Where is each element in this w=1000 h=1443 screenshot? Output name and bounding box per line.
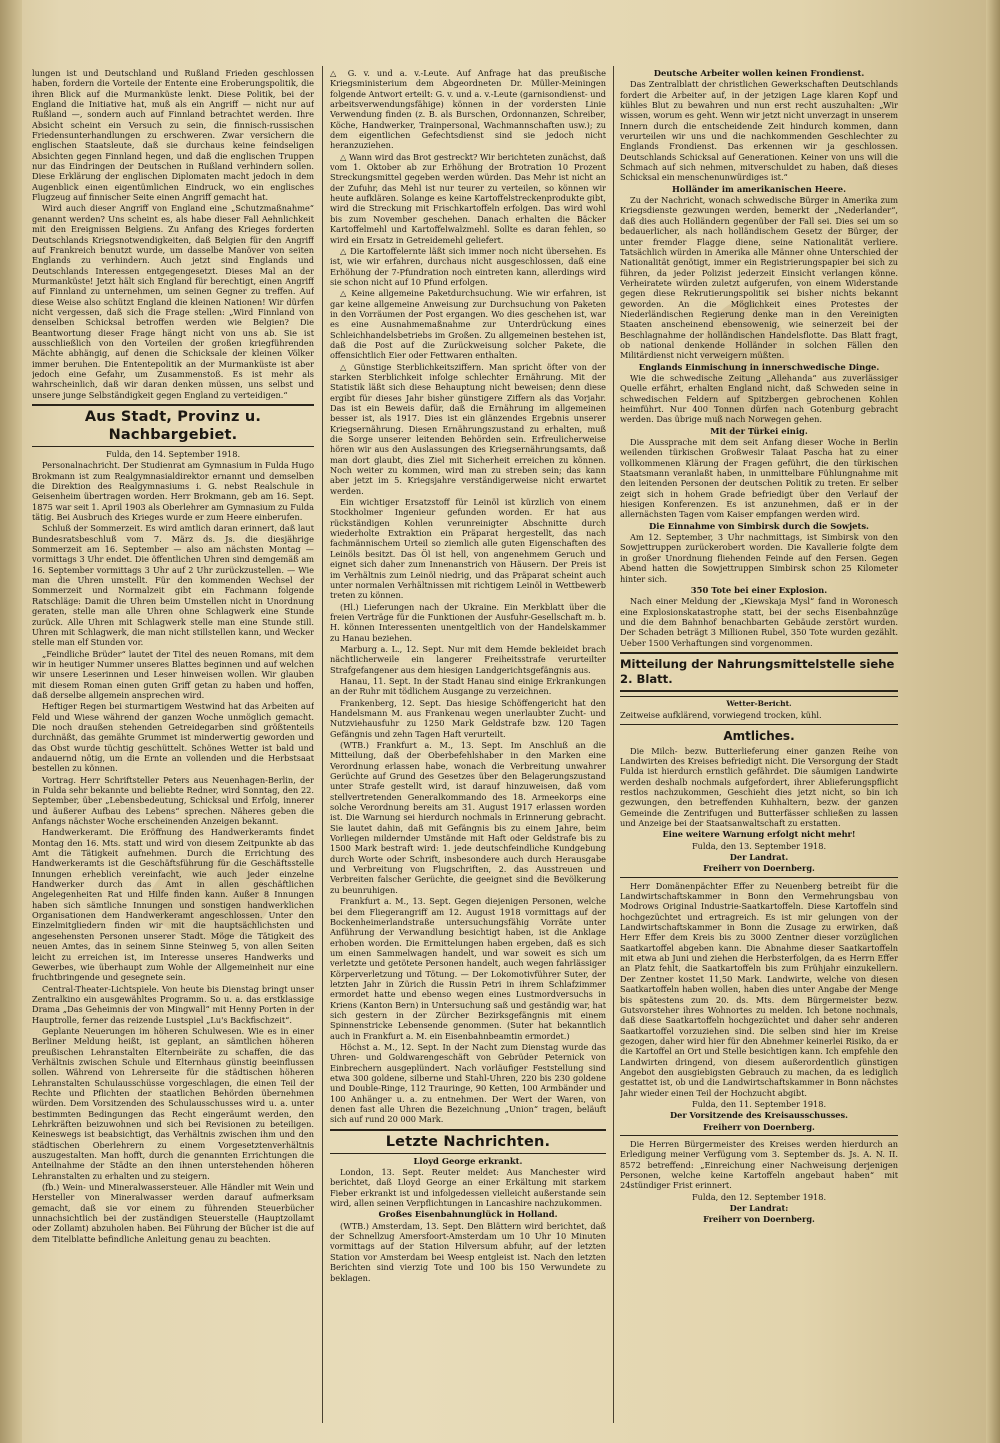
column-2: [330, 68, 606, 1425]
page-edge-left: [0, 0, 22, 1443]
latest-news-subheading: Lloyd George erkrankt.: [413, 1155, 523, 1166]
news-item: △ Günstige Sterblichkeitsziffern. Man spricht öfter von der starken Sterblichkeit infolge schlechter Ernährung. Mit der Statistik läßt sich diese Behauptung nicht beweisen; denn diese ergibt für dieses Jahr bisher günstigere Ziffern als das Vorjahr. Das ist ein Beweis dafür, daß die Ernährung im allgemeinen besser ist, als 1917. Dies ist ein glänzendes Ergebnis unserer Kriegsernährung. Diesen Ernährungszustand zu erhalten, muß die Sorge unserer leitenden Behörden sein. Erfreulicherweise hören wir aus den Auslassungen des Kriegsernährungsamts, daß man dort glaubt, dies Ziel mit Sicherheit erreichen zu können. Noch weiter zu kommen, wird man zu streben sein; das kann aber jetzt im 5. Kriegsjahre verständigerweise nicht erwartet werden.: [330, 361, 606, 496]
dateline: Fulda, den 12. September 1918.: [691, 1191, 827, 1202]
news-item: (fb.) Wein- und Mineralwassersteuer. Alle Händler mit Wein und Hersteller von Mineralwasser werden darauf aufmerksam gemacht, daß sie vor einem zu führenden Steuerbücher unnachsichtlich bei der zuständigen Steuerstelle (Hauptzollamt oder Zollamt) abzuholen haben. Bei Führung der Bücher ist die auf dem Titelblatte befindliche Anleitung genau zu beachten.: [32, 1182, 314, 1244]
news-item: △ Wann wird das Brot gestreckt? Wir berichteten zunächst, daß vom 1. Oktober ab zur Erhöhung der Brotration 10 Prozent Streckungsmittel gegeben werden würden. Das Mehr ist nicht an der Zufuhr, das Mehl ist nur teurer zu verteilen, so können wir heute aufklären. Solange es keine Kartoffelstreckenprodukte gibt, wird die Streckung mit Frischkartoffeln erfolgen. Das wird wohl bis zum November geschehen. Danach erhalten die Bäcker Kartoffelmehl und Kartoffelwalzmehl. Sollte es daran fehlen, so wird ein Ersatz in Getreidemehl geliefert.: [330, 151, 606, 245]
dateline: Fulda, den 11. September 1918.: [691, 1098, 827, 1109]
signature-role: Der Vorsitzende des Kreisausschusses.: [670, 1110, 848, 1121]
article-heading: Deutsche Arbeiter wollen keinen Frondienst.: [653, 68, 865, 78]
divider: [620, 877, 898, 878]
column-rule: [613, 66, 614, 1423]
news-item: Personalnachricht. Der Studienrat am Gymnasium in Fulda Hugo Brokmann ist zum Realgymnasialdirektor ernannt und demselben die Direktion des Realgymnasiums i. G. nebst Realschule in Geisenheim übertragen worden. Herr Brokmann, geb am 16. Sept. 1875 war seit 1. April 1903 als Oberlehrer am Gymnasium zu Fulda tätig. Bei Ausbruch des Krieges wurde er zum Heere einberufen.: [32, 460, 314, 523]
official-notice: Die Milch- bezw. Butterlieferung einer ganzen Reihe von Landwirten des Kreises befriedigt nicht. Die Versorgung der Stadt Fulda ist hierdurch ernstlich gefährdet. Die säumigen Landwirte werden deshalb nochmals aufgefordert, ihrer Ablieferungspflicht restlos nachzukommen, Geschieht dies jetzt nicht, so bin ich gezwungen, den betreffenden Kuhhaltern, bezw. der ganzen Gemeinde die Zentrifugen und Butterfässer schließen zu lassen und Anzeige bei der Staatsanwaltschaft zu erstatten.: [620, 745, 898, 828]
article-heading: 350 Tote bei einer Explosion.: [690, 584, 828, 595]
article-paragraph: Am 12. September, 3 Uhr nachmittags, ist Simbirsk von den Sowjettruppen zurückerobert worden. Die Kavallerie folgte dem in großer Unordnung fliehenden Feinde auf den Fersen. Gegen Abend hatten die Sowjettruppen Simbirsk schon 25 Kilometer hinter sich.: [620, 532, 898, 584]
dateline: Fulda, den 13. September 1918.: [691, 840, 827, 851]
column-1: [32, 68, 314, 1425]
dateline: Fulda, den 14. September 1918.: [105, 449, 241, 459]
column-3: [620, 68, 898, 1425]
section-heading: Aus Stadt, Provinz u. Nachbargebiet.: [32, 404, 314, 447]
news-item: Hanau, 11. Sept. In der Stadt Hanau sind einige Erkrankungen an der Ruhr mit tödlichem Ausgange zu verzeichnen.: [330, 675, 606, 697]
news-item: „Feindliche Brüder“ lautet der Titel des neuen Romans, mit dem wir in heutiger Nummer unseres Blattes beginnen und auf welchen wir unsere Leserinnen und Leser hinweisen wollen. Wir glauben mit diesem Roman einen guten Griff getan zu haben und hoffen, daß derselbe allgemein ansprechen wird.: [32, 648, 314, 700]
news-item: Höchst a. M., 12. Sept. In der Nacht zum Dienstag wurde das Uhren- und Goldwarengeschäft von Gebrüder Peternick von Einbrechern ausgeplündert. Nach vorläufiger Feststellung sind etwa 300 goldene, silberne und Stahl-Uhren, 220 bis 230 goldene und Double-Ringe, 112 Trauringe, 90 Ketten, 100 Armbänder und 100 Anhänger u. a. zu entnehmen. Der Wert der Waren, von denen fast alle Uhren die Bezeichnung „Union“ tragen, beläuft sich auf rund 20 000 Mark.: [330, 1041, 606, 1125]
notice-box: Mitteilung der Nahrungsmittelstelle siehe 2. Blatt.: [620, 652, 898, 692]
news-item: (Hl.) Lieferungen nach der Ukraine. Ein Merkblatt über die freien Verträge für die Funktionen der Ausfuhr-Gesellschaft m. b. H. können Interessenten unentgeltlich von der Handelskammer zu Hanau beziehen.: [330, 601, 606, 643]
article-heading: Die Einnahme von Simbirsk durch die Sowjets.: [649, 520, 869, 531]
official-heading: Amtliches.: [723, 728, 795, 743]
divider: [620, 1135, 898, 1136]
signature: Freiherr von Doernberg.: [703, 863, 815, 874]
news-item: △ G. v. und a. v.-Leute. Auf Anfrage hat das preußische Kriegsministerium dem Abgeordneten Dr. Müller-Meiningen folgende Antwort erteilt: G. v. und a. v.-Leute (garnisondienst- und arbeitsverwendungsfähige) können in der vordersten Linie Verwendung finden (z. B. als Burschen, Ordonnanzen, Schreiber, Köche, Handwerker, Trainpersonal, Wachmannschaften usw.); zu dem eigentlichen Gefechtsdienst sind sie jedoch nicht heranzuziehen.: [330, 68, 606, 151]
news-item: Ein wichtiger Ersatzstoff für Leinöl ist kürzlich von einem Stockholmer Ingenieur gefunden worden. Er hat aus rückständigen Kohlen verunreinigter Abschnitte durch wiederholte Extraktion ein Präparat hergestellt, das nach fachmännischem Urteil so ziemlich alle guten Eigenschaften des Leinöls besitzt. Das Öl ist hell, von angenehmem Geruch und eignet sich daher zum Innenanstrich von Häusern. Der Preis ist im Verhältnis zum Leinöl niedrig, und das Präparat scheint auch unter normalen Verhältnissen mit richtigem Leinöl in Wettbewerb treten zu können.: [330, 497, 606, 601]
article-paragraph: Die Aussprache mit dem seit Anfang dieser Woche in Berlin weilenden türkischen Großwesir Talaat Pascha hat zu einer vollkommenen Klärung der Fragen geführt, die den türkischen Staatsmann veranlaßt haben, in unmittelbare Fühlungnahme mit den leitenden Personen der deutschen Politik zu treten. Er selber zeigt sich in hohem Grade befriedigt über den Verlauf der hiesigen Konferenzen. Es ist anzunehmen, daß er in der allernächsten Tagen vom Kaiser empfangen werden wird.: [620, 437, 898, 520]
signature: Freiherr von Doernberg.: [703, 1214, 815, 1225]
article-paragraph: Zu der Nachricht, wonach schwedische Bürger in Amerika zum Kriegsdienste gezwungen werden, bemerkt der „Nederlander“, daß dies auch Holländern gegenüber der Fall sei. Dies sei um so bedauerlicher, als nach holländischem Gesetz der Bürger, der unter fremder Flagge diene, seine Nationalität verliere. Tatsächlich würden in Amerika alle Männer ohne Unterschied der Nationalität genötigt, immer ein Registrierungspapier bei sich zu führen, da jeder Polizist jederzeit Einsicht verlangen könne. Verheiratete würden zuletzt aufgerufen, von einem Widerstande gegen diese Rekrutierungspolitik sei bisher nichts bekannt geworden. An die Möglichkeit eines Protestes der Niederländischen Regierung denke man in den Vereinigten Staaten anscheinend ebensowenig, wie seinerzeit bei der Beschlagnahme der holländischen Handelsflotte. Das Blatt fragt, ob national denkende Holländer in solchen Fällen den Militärdienst nicht verweigern müßten.: [620, 195, 898, 361]
news-item: Frankenberg, 12. Sept. Das hiesige Schöffengericht hat den Handelsmann M. aus Frankenau wegen unerlaubter Zucht- und Nutzviehausfuhr zu 1250 Mark Geldstrafe bzw. 120 Tagen Gefängnis und zehn Tagen Haft verurteilt.: [330, 697, 606, 739]
page-edge-right: [986, 0, 1000, 1443]
divider: [620, 724, 898, 725]
news-item: Marburg a. L., 12. Sept. Nur mit dem Hemde bekleidet brach nächtlicherweile ein langerer Freiheitsstrafe verurteilter Strafgefangener aus dem hiesigen Landgerichtsgefängnis aus.: [330, 643, 606, 675]
news-item: Heftiger Regen bei sturmartigem Westwind hat das Arbeiten auf Feld und Wiese während der ganzen Woche unmöglich gemacht. Die noch draußen stehenden Getreidegarben sind größtenteils durchnäßt, das gemähte Grummet ist minderwertig geworden und das Obst wurde tüchtig geschüttelt. Schönes Wetter ist bald und andauernd nötig, um die Ernte an vollenden und die Herbstsaat bestellen zu können.: [32, 701, 314, 774]
article-paragraph: Das Zentralblatt der christlichen Gewerkschaften Deutschlands fordert die Arbeiter auf, in der jetzigen Lage klaren Kopf und kühles Blut zu bewahren und nun erst recht auszuhalten: „Wir wissen, worum es geht. Wenn wir jetzt nicht unverzagt in unserem Innern durch die entscheidende Zeit hindurch kommen, dann verurteilen wir uns und die nachkommenden Geschlechter zu Englands Frondienst. Das erkennen wir ja geschlossen. Deutschlands Schicksal auf Generationen. Keiner von uns will die Schmach auf sich nehmen, mitverschuldet zu haben, daß dieses Schicksal ein menschenunwürdiges ist.“: [620, 79, 898, 183]
news-item: Geplante Neuerungen im höheren Schulwesen. Wie es in einer Berliner Meldung heißt, ist geplant, an sämtlichen höheren preußischen Lehranstalten Elternbeiräte zu schaffen, die das Verhältnis zwischen Schule und Elternhaus günstig beeinflussen sollen. Während von Lehrerseite für die städtischen höheren Lehranstalten Schulausschüsse vorgeschlagen, die einen Teil der Rechte und Pflichten der staatlichen Behörden übernehmen würden. Dem Vorsitzenden des Schulausschusses wird u. a. unter bestimmten Bedingungen das Recht eingeräumt werden, den Lehrkräften beizuwohnen und sich bei Revisionen zu beteiligen. Keineswegs ist beabsichtigt, das Verhältnis zwischen ihm und den städtischen Oberlehrern zu einem Vorgesetztenverhältnis auszugestalten. Man hofft, durch die genannten Errichtungen die Anteilnahme der Städte an den ihnen unterstehenden höheren Lehranstalten zu erhalten und zu steigern.: [32, 1025, 314, 1181]
article-heading: Holländer im amerikanischen Heere.: [671, 183, 847, 194]
news-item: △ Keine allgemeine Paketdurchsuchung. Wie wir erfahren, ist gar keine allgemeine Anweisung zur Durchsuchung von Paketen in den Vorräumen der Post ergangen. Wo dies geschehen ist, war es eine Ausnahmemaßnahme zur Unterdrückung eines Schleichhandelsbetriebs im Großen. Zu allgemeinen bestehen ist, daß die Post auf die Zurückweisung solcher Pakete, die offensichtlich Eier oder Fettwaren enthalten.: [330, 288, 606, 361]
column-rule: [322, 66, 323, 1423]
article-paragraph: Wird auch dieser Angriff von England eine „Schutzmaßnahme“ genannt werden? Uns scheint es, als habe dieser Fall Aehnlichkeit mit den Ereignissen Belgiens. Zu Anfang des Krieges forderten Deutschlands Kriegsnotwendigkeiten, daß Belgien für den Angriff auf Frankreich benutzt wurde, um dasselbe Manöver von seiten Englands zu verhindern. Auch jetzt sind Englands und Deutschlands Interessen entgegengesetzt. Dieses Mal an der Murmanküste! Jetzt hält sich England für berechtigt, einen Angriff auf Finnland zu unternehmen, um seinen Gegner zu treffen. Auf diese Weise also schützt England die kleinen Nationen! Wir dürfen nicht vergessen, daß sich die Frage stellen: „Wird Finnland von denselben Schicksal betroffen werden wie Belgien? Die Beantwortung dieser Frage hängt nicht von uns ab. Sie ist ausschließlich von den Vorteilen der großen kriegführenden Mächte abhängig, auf denen die Schicksale der kleinen Völker immer beruhen. Die Ententepolitik an der Murmanküste ist aber jedoch eine Gefahr, um Zusammenstoß. Es ist mehr als wahrscheinlich, daß wir daran denken müssen, uns selbst und unsere junge Selbständigkeit gegen England zu verteidigen.“: [32, 203, 314, 400]
latest-news-subheading: Großes Eisenbahnunglück in Holland.: [378, 1209, 558, 1220]
latest-news-item: (WTB.) Amsterdam, 13. Sept. Den Blättern wird berichtet, daß der Schnellzug Amersfoort-Amsterdam um 10 Uhr 10 Minuten vormittags auf der Station Hilversum abfuhr, auf der letzten Station vor Amsterdam bei Weesp entgleist ist. Nach den letzten Berichten sind vierzig Tote und 100 bis 150 Verwundete zu beklagen.: [330, 1220, 606, 1283]
signature-role: Der Landrat.: [729, 852, 789, 863]
news-item: Handwerkeramt. Die Eröffnung des Handwerkeramts findet Montag den 16. Mts. statt und wird von diesem Zeitpunkte ab das Amt die Tätigkeit aufnehmen. Durch die Errichtung des Handwerkeramts ist die Geschäftsführung für die Geschäftsstelle Innungen erheblich vereinfacht, wie auch jeder einzelne Handwerker durch das Amt in allen geschäftlichen Angelegenheiten Rat und Hilfe finden kann. Außer 8 Innungen haben sich sämtliche Innungen und sonstigen handwerklichen Organisationen dem Handwerkeramt angeschlossen. Unter den Einzelmitgliedern finden wir mit die hauptsächlichsten und angesehensten Personen unserer Stadt. Möge die Tätigkeit des neuen Amtes, das in seinem Sinne Steinweg 5, von allen Seiten leicht zu erreichen ist, im Interesse unseres Handwerks und Gewerbes, wie überhaupt zum Wohle der Allgemeinheit nur eine fruchtbringende und gesegnete sein.: [32, 827, 314, 983]
news-item: △ Die Kartoffelernte läßt sich immer noch nicht übersehen. Es ist, wie wir erfahren, durchaus nicht ausgeschlossen, daß eine Erhöhung der 7-Pfundration noch eintreten kann, allerdings wird sie schon nicht auf 10 Pfund erfolgen.: [330, 245, 606, 287]
article-paragraph: Nach einer Meldung der „Kiewskaja Mysl“ fand in Woronesch eine Explosionskatastrophe statt, bei der sechs Eisenbahnzüge und die dem Bahnhof benachbarten Gebäude zerstört wurden. Der Schaden beträgt 3 Millionen Rubel, 350 Tote wurden gezählt. Ueber 1500 Verhaftungen sind vorgenommen.: [620, 596, 898, 648]
signature: Freiherr von Doernberg.: [703, 1121, 815, 1132]
official-warning: Eine weitere Warnung erfolgt nicht mehr!: [662, 829, 856, 840]
latest-news-heading: Letzte Nachrichten.: [330, 1129, 606, 1154]
news-item: Frankfurt a. M., 13. Sept. Gegen diejenigen Personen, welche bei dem Fliegerangriff am 12. August 1918 vormittags auf der Bockenheimerlandstraße untersuchungsfähig Vorräte unter Anführung der Verwandlung besichtigt haben, ist die Anklage erhoben worden. Die Ermittelungen haben ergeben, daß es sich um einen Sammelwagen handelt, und war soweit es sich um verletzte und getötete Personen handelt, auch wegen fahrlässiger Körperverletzung und Tötung. — Der Lokomotivführer Suter, der letzten Jahr in Zürich die Russin Petri in ihrem Schlafzimmer ermordet hatte und ebenso wegen eines Lustmordversuchs in Kriens (Kanton Bern) in Untersuchung saß und geständig war, hat sich gestern in der Zürcher Bezirksgefängnis mit einem Spinnenstricke Lebensende genommen. (Suter hat bekanntlich auch in Frankfurt a. M. ein Eisenbahnbeamtin ermordet.): [330, 896, 606, 1041]
news-item: Schluß der Sommerzeit. Es wird amtlich daran erinnert, daß laut Bundesratsbeschluß vom 7. März ds. Js. die diesjährige Sommerzeit am 16. September — also am nächsten Montag — vormittags 3 Uhr endet. Die öffentlichen Uhren sind demgemäß am 16. September vormittags 3 Uhr auf 2 Uhr zurückzustellen. — Wie man die Uhren umstellt. Für den kommenden Wechsel der Sommerzeit und Normalzeit gibt ein Fachmann folgende Ratschläge: Damit die Uhren beim Umstellen nicht in Unordnung geraten, stelle man alle Uhren ohne Schlagwerk eine Stunde zurück. Alle Uhren mit Schlagwerk stelle man eine Stunde still. Uhren mit Schlagwerk, die man nicht stillstellen kann, und Wecker stelle man elf Stunden vor.: [32, 523, 314, 648]
article-paragraph: lungen ist und Deutschland und Rußland Frieden geschlossen haben, fordern die Vorteile der Entente eine Eroberungspolitik, die ihren Blick auf die Murmanküste lenkt. Diese Politik, bei der England die Initiative hat, muß als ein Angriff — nicht nur auf Rußland —, sondern auch auf Finnland betrachtet werden. Ihre Absicht scheint ein Versuch zu sein, die finnisch-russischen Friedensunterhandlungen zu erschweren. Zwar versichern die englischen Staatsleute, daß sie durchaus keine feindseligen Absichten gegen Finnland hegen, und daß die englischen Truppen nur das Eindringen der Deutschen in Rußland verhindern sollen. Diese Erklärung der englischen Diplomaten macht jedoch in dem Augenblick einen eigentümlichen Eindruck, wo ein englisches Flugzeug auf finnischer Seite einen Angriff gemacht hat.: [32, 68, 314, 203]
news-item: (WTB.) Frankfurt a. M., 13. Sept. Im Anschluß an die Mitteilung, daß der Oberbefehlshaber in den Marken eine Verordnung erlassen habe, wonach die Verbreitung unwahrer Gerüchte auf Grund des Gesetzes über den Belagerungszustand unter Strafe gestellt wird, ist darauf hinzuweisen, daß vom stellvertretenden Generalkommando des 18. Armeekorps eine solche Verordnung bereits am 31. August 1917 erlassen worden ist. Die Warnung sei hierdurch nochmals in Erinnerung gebracht. Sie lautet dahin, daß mit Gefängnis bis zu einem Jahre, beim Vorliegen mildernder Umstände mit Haft oder Geldstrafe bis zu 1500 Mark bestraft wird: 1. jede deutschfeindliche Kundgebung durch Worte oder Schrift, insbesondere auch durch Herausgabe und Verbreitung von Flugschriften, 2. das Ausstreuen und Verbreiten falscher Gerüchte, die geeignet sind die Bevölkerung zu beunruhigen.: [330, 740, 606, 895]
article-heading: Englands Einmischung in innerschwedische Dinge.: [638, 361, 880, 372]
weather-heading: Wetter-Bericht.: [620, 696, 898, 709]
weather-text: Zeitweise aufklärend, vorwiegend trocken, kühl.: [620, 710, 822, 721]
official-notice: Die Herren Bürgermeister des Kreises werden hierdurch an Erledigung meiner Verfügung vom 3. September ds. Js. A. N. II. 8572 betreffend: „Einreichung einer Nachweisung derjenigen Personen, welche keine Kartoffeln angebaut haben“ mit 24stündiger Frist erinnert.: [620, 1138, 898, 1191]
signature-role: Der Landrat:: [729, 1203, 789, 1214]
official-notice: Herr Domänenpächter Effer zu Neuenberg betreibt für die Landwirtschaftskammer in Bonn den Vermehrungsbau von Modrows Original Industrie-Saatkartoffeln. Diese Kartoffeln sind hochgezüchtet und ertragreich. Es ist mir gelungen von der Landwirtschaftskammer in Bonn die Zusage zu erwirken, daß Herr Effer dem Kreis bis zu 3000 Zentner dieser vorzüglichen Saatkartoffel abgeben kann. Die Abnahme dieser Saatkartoffeln mit etwa ab Juni und ziehen die Herbsterfolgen, da es Herrn Effer an Platz fehlt, die Saatkartoffeln bis zum Frühjahr einzukellern. Der Zentner kostet 11,50 Mark. Landwirte, welche von diesen Saatkartoffeln haben wollen, haben dies unter Angabe der Menge bis spätestens zum 20. ds. Mts. dem Bürgermeister bezw. Gutsvorsteher ihres Wohnortes zu melden. Ich betone nochmals, daß diese Saatkartoffeln hochgezüchtet und daher sehr anderen Saatkartoffel vorzuziehen sind. Die selben sind hier im Kreise gezogen, daher wird hier für den Abnehmer keinerlei Risiko, da er die Kartoffel an Ort und Stelle besichtigen kann. Ich empfehle den Landwirten dringend, von diesem außerordentlich günstigen Angebot den ausgiebigsten Gebrauch zu machen, da es lediglich gestattet ist, ob und die Landwirtschaftskammer in Bonn nächstes Jahr wieder einen Teil der Hochzucht abgibt.: [620, 880, 898, 1098]
news-item: Vortrag. Herr Schriftsteller Peters aus Neuenhagen-Berlin, der in Fulda sehr bekannte und beliebte Redner, wird Sonntag, den 22. September, über „Lebensbedeutung, Schicksal und Erfolg, innerer und äußerer Aufbau des Lebens“ sprechen. Näheres geben die Anfangs nächster Woche erscheinenden Anzeigen bekannt.: [32, 774, 314, 827]
article-paragraph: Wie die schwedische Zeitung „Allehanda“ aus zuverlässiger Quelle erfährt, erhalten England nicht, daß Schweden seine in schwedischen Feldern auf Spitzbergen gebrochenen Kohlen heimführt. Nur 400 Tonnen dürfen nach Gotenburg gebracht werden. Das übrige muß nach Norwegen gehen.: [620, 372, 898, 425]
article-heading: Mit der Türkei einig.: [710, 425, 808, 436]
news-item: Central-Theater-Lichtspiele. Von heute bis Dienstag bringt unser Zentralkino ein ausgewähltes Programm. So u. a. das erstklassige Drama „Das Geheimnis der von Mingwall“ mit Henny Porten in der Hauptrolle, ferner das reizende Lustspiel „Lu's Backfischzeit“.: [32, 983, 314, 1025]
latest-news-item: London, 13. Sept. Reuter meldet: Aus Manchester wird berichtet, daß Lloyd George an einer Erkältung mit starkem Fieber erkrankt ist und infolgedessen vielleicht außerstande sein wird, allen seinen Verpflichtungen in Lancashire nachzukommen.: [330, 1167, 606, 1209]
